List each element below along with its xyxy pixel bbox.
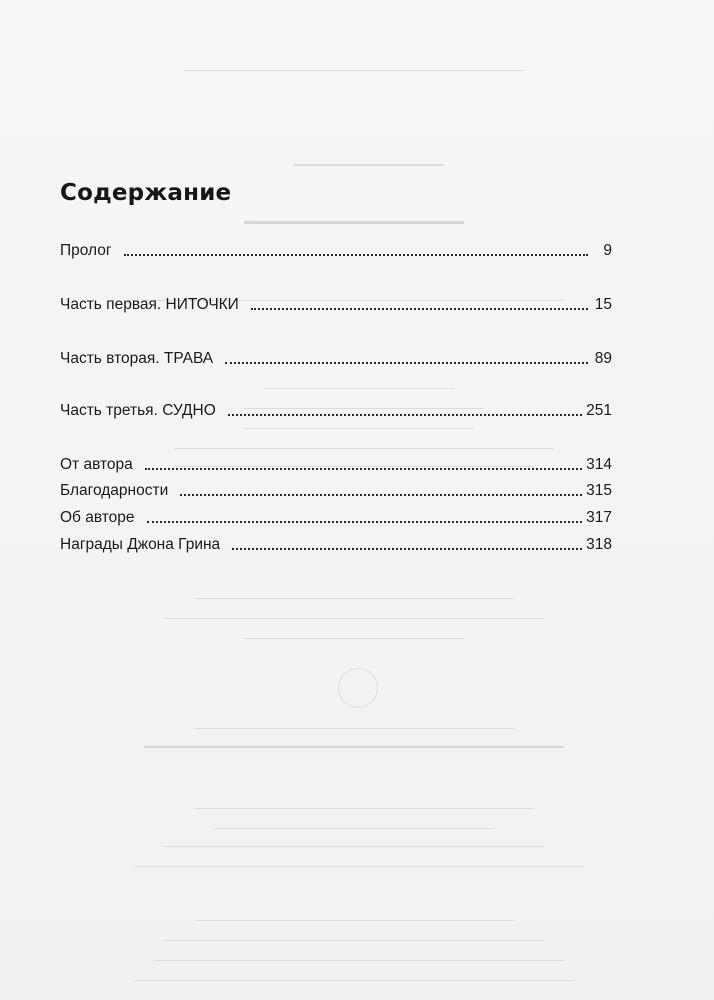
toc-entry-page: 315 <box>586 482 612 499</box>
toc-entry-page: 9 <box>603 242 612 259</box>
toc-dot-leader <box>180 494 582 496</box>
toc-entry-page: 15 <box>594 296 612 313</box>
toc-entry-title: Пролог <box>60 242 112 259</box>
toc-entry-title: Часть третья. СУДНО <box>60 402 216 419</box>
toc-entry-page: 314 <box>586 456 612 473</box>
toc-entry-title: От автора <box>60 456 133 473</box>
toc-entry-title: Часть первая. НИТОЧКИ <box>60 296 239 313</box>
toc-entry[interactable] <box>60 532 612 554</box>
toc-entry-title: Награды Джона Грина <box>60 536 221 553</box>
toc-entry-title: Часть вторая. ТРАВА <box>60 350 214 367</box>
toc-entry[interactable] <box>60 398 612 420</box>
toc-dot-leader <box>225 362 588 364</box>
toc-dot-leader <box>232 548 582 550</box>
toc-entry-page: 251 <box>586 402 612 419</box>
toc-dot-leader <box>251 308 588 310</box>
contents-heading: Содержание <box>60 180 232 206</box>
toc-entry[interactable] <box>60 292 612 314</box>
toc-dot-leader <box>145 468 582 470</box>
toc-dot-leader <box>228 414 582 416</box>
toc-entry[interactable] <box>60 478 612 500</box>
toc-entry-page: 317 <box>586 509 612 526</box>
toc-entry[interactable] <box>60 452 612 474</box>
toc-dot-leader <box>147 521 583 523</box>
toc-entry[interactable] <box>60 238 612 260</box>
toc-entry-page: 318 <box>586 536 612 553</box>
toc-entry[interactable] <box>60 346 612 368</box>
toc-dot-leader <box>124 254 588 256</box>
toc-entry-title: Благодарности <box>60 482 169 499</box>
toc-entry-page: 89 <box>594 350 612 367</box>
toc-entry-title: Об авторе <box>60 509 135 526</box>
toc-entry[interactable] <box>60 505 612 527</box>
